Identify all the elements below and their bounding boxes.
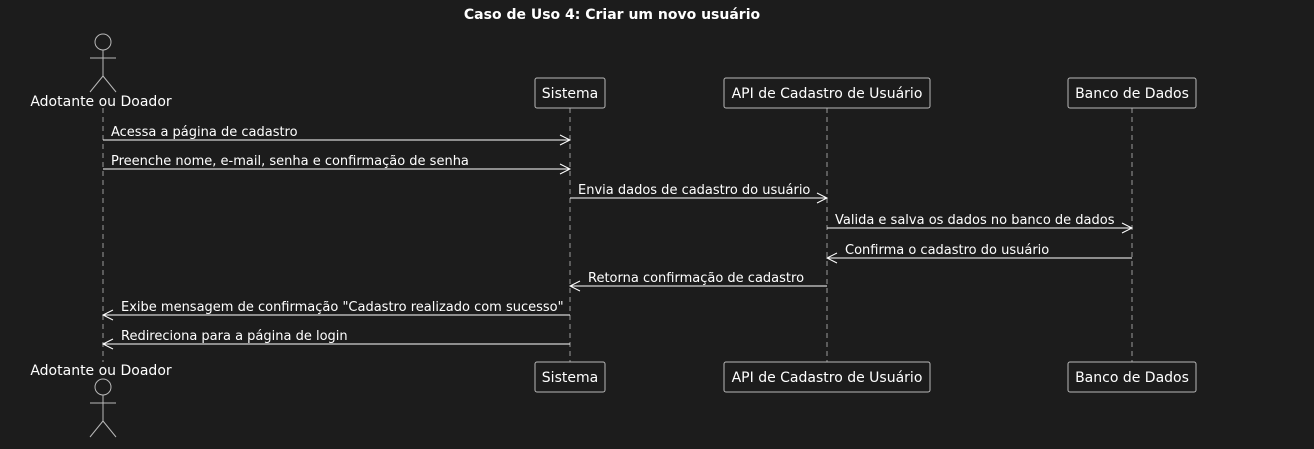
message-label: Retorna confirmação de cadastro [588, 271, 805, 286]
participant-label-sistema-bottom: Sistema [541, 370, 599, 386]
message-6 [570, 271, 827, 291]
participant-label-api-top: API de Cadastro de Usuário [731, 86, 923, 102]
message-label: Envia dados de cadastro do usuário [578, 183, 811, 198]
message-label: Preenche nome, e-mail, senha e confirmação de senha [111, 154, 469, 169]
message-7 [103, 300, 570, 320]
diagram-title: Caso de Uso 4: Criar um novo usuário [463, 7, 761, 23]
message-label: Acessa a página de cadastro [111, 125, 298, 140]
participant-label-banco-top: Banco de Dados [1075, 86, 1189, 102]
actor-stick-figure-icon [90, 34, 116, 92]
participant-label-api-bottom: API de Cadastro de Usuário [731, 370, 923, 386]
message-5 [827, 243, 1132, 263]
lifelines [103, 108, 1132, 362]
participants [30, 34, 1196, 437]
message-label: Redireciona para a página de login [121, 329, 348, 344]
participant-label-sistema-top: Sistema [541, 86, 599, 102]
message-3 [570, 183, 827, 203]
message-label: Exibe mensagem de confirmação "Cadastro realizado com sucesso" [121, 300, 564, 315]
participant-label-actor-top: Adotante ou Doador [30, 94, 172, 110]
message-8 [103, 329, 570, 349]
message-1 [103, 125, 570, 145]
message-4 [827, 213, 1132, 233]
message-label: Valida e salva os dados no banco de dados [835, 213, 1115, 228]
participant-label-actor-bottom: Adotante ou Doador [30, 363, 172, 379]
actor-stick-figure-icon [90, 379, 116, 437]
participant-label-banco-bottom: Banco de Dados [1075, 370, 1189, 386]
messages [103, 125, 1132, 349]
message-2 [103, 154, 570, 174]
message-label: Confirma o cadastro do usuário [845, 243, 1050, 258]
